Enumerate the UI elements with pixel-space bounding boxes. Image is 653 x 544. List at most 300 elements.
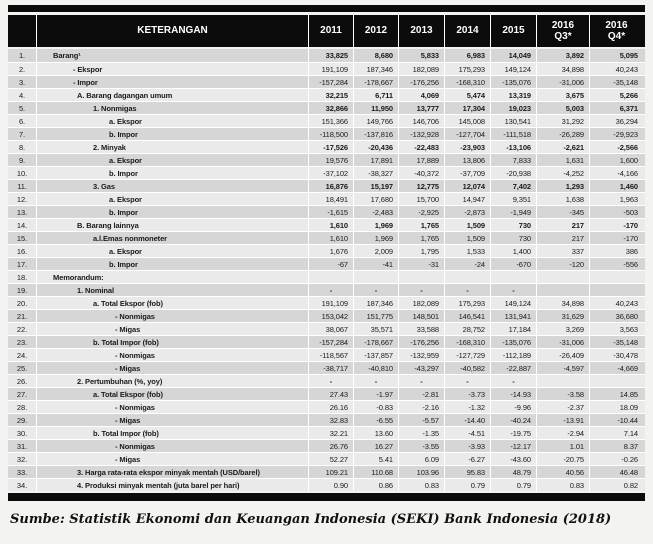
cell-value: -120 <box>536 258 589 270</box>
table-row <box>8 231 645 244</box>
cell-value: 26.16 <box>308 401 353 413</box>
cell-value: -556 <box>589 258 643 270</box>
cell-value: 3,563 <box>589 323 643 335</box>
cell-value: 146,706 <box>398 115 444 127</box>
cell-value: 1,631 <box>536 154 589 166</box>
cell-value: 1,969 <box>353 219 398 231</box>
table-row <box>8 192 645 205</box>
cell-value: -29,923 <box>589 128 643 140</box>
cell-value: 182,089 <box>398 297 444 309</box>
table-row <box>8 205 645 218</box>
cell-value: -157,284 <box>308 76 353 88</box>
cell-value: 33,825 <box>308 49 353 62</box>
cell-value: -12.17 <box>490 440 536 452</box>
cell-value: 32.21 <box>308 427 353 439</box>
cell-value: 40,243 <box>589 63 643 75</box>
cell-value: -4,597 <box>536 362 589 374</box>
cell-value: -170 <box>589 232 643 244</box>
row-number: 7. <box>18 129 26 139</box>
cell-value: - <box>308 284 353 296</box>
row-label: Barang¹ <box>36 49 308 62</box>
cell-value: -176,256 <box>398 76 444 88</box>
cell-value: -2.94 <box>536 427 589 439</box>
row-number: 6. <box>18 116 26 126</box>
cell-value: 187,346 <box>353 63 398 75</box>
table-row <box>8 361 645 374</box>
cell-value: -26,289 <box>536 128 589 140</box>
cell-value: 17,680 <box>353 193 398 205</box>
cell-value: 38,067 <box>308 323 353 335</box>
row-number: 13. <box>16 207 28 217</box>
cell-value: -31 <box>398 258 444 270</box>
row-number: 34. <box>16 480 28 490</box>
table-top-border <box>8 5 645 12</box>
cell-value: -3.55 <box>398 440 444 452</box>
cell-value: -3.58 <box>536 388 589 400</box>
row-label: a. Ekspor <box>36 245 308 257</box>
row-label: b. Impor <box>36 206 308 218</box>
cell-value: -22,887 <box>490 362 536 374</box>
cell-value: -37,709 <box>444 167 490 179</box>
cell-value: 153,042 <box>308 310 353 322</box>
table-row <box>8 283 645 296</box>
row-number: 27. <box>16 389 28 399</box>
row-label: 1. Nominal <box>36 284 308 296</box>
column-header-number <box>8 15 36 47</box>
row-number: 24. <box>16 350 28 360</box>
cell-value: 0.86 <box>353 479 398 491</box>
cell-value: -14.93 <box>490 388 536 400</box>
cell-value: 0.83 <box>536 479 589 491</box>
cell-value: 8.37 <box>589 440 643 452</box>
cell-value: 217 <box>536 219 589 231</box>
cell-value: 95.83 <box>444 466 490 478</box>
cell-value: -1,949 <box>490 206 536 218</box>
cell-value: 130,541 <box>490 115 536 127</box>
table-row <box>8 400 645 413</box>
cell-value: 7.14 <box>589 427 643 439</box>
cell-value: -670 <box>490 258 536 270</box>
row-number: 19. <box>16 285 28 295</box>
cell-value: 0.82 <box>589 479 643 491</box>
cell-value: -112,189 <box>490 349 536 361</box>
cell-value <box>353 271 398 283</box>
cell-value: -20,938 <box>490 167 536 179</box>
cell-value: -41 <box>353 258 398 270</box>
table-row <box>8 322 645 335</box>
cell-value: 1,400 <box>490 245 536 257</box>
cell-value: - <box>490 284 536 296</box>
cell-value: 0.83 <box>398 479 444 491</box>
cell-value: 11,950 <box>353 102 398 114</box>
cell-value: -6.27 <box>444 453 490 465</box>
cell-value: 7,402 <box>490 180 536 192</box>
cell-value: - <box>444 375 490 387</box>
cell-value: 19,576 <box>308 154 353 166</box>
column-header-2016-q3 <box>536 15 589 47</box>
cell-value: 730 <box>490 219 536 231</box>
cell-value: -35,148 <box>589 336 643 348</box>
row-number: 9. <box>18 155 26 165</box>
row-number: 2. <box>18 64 26 74</box>
cell-value: 0.90 <box>308 479 353 491</box>
table-header-row <box>8 15 645 47</box>
row-number: 17. <box>16 259 28 269</box>
cell-value: -135,076 <box>490 76 536 88</box>
cell-value: 145,008 <box>444 115 490 127</box>
table-row <box>8 270 645 283</box>
cell-value: 217 <box>536 232 589 244</box>
cell-value: -13.91 <box>536 414 589 426</box>
cell-value: -127,704 <box>444 128 490 140</box>
cell-value: - <box>490 375 536 387</box>
cell-value: -22,483 <box>398 141 444 153</box>
cell-value: 1,610 <box>308 219 353 231</box>
row-label: - Migas <box>36 362 308 374</box>
cell-value: 14,947 <box>444 193 490 205</box>
cell-value: -118,500 <box>308 128 353 140</box>
row-label: B. Barang lainnya <box>36 219 308 231</box>
table-row <box>8 309 645 322</box>
cell-value: -26,409 <box>536 349 589 361</box>
cell-value <box>444 271 490 283</box>
cell-value: 0.79 <box>444 479 490 491</box>
row-number: 16. <box>16 246 28 256</box>
row-number: 31. <box>16 441 28 451</box>
cell-value: 27.43 <box>308 388 353 400</box>
row-label: a. Ekspor <box>36 154 308 166</box>
table-row <box>8 413 645 426</box>
cell-value: 182,089 <box>398 63 444 75</box>
row-label: - Migas <box>36 323 308 335</box>
cell-value: 15,700 <box>398 193 444 205</box>
table-row <box>8 218 645 231</box>
cell-value: -20,436 <box>353 141 398 153</box>
cell-value: 5,474 <box>444 89 490 101</box>
cell-value: 7,833 <box>490 154 536 166</box>
row-number: 26. <box>16 376 28 386</box>
cell-value: 5,003 <box>536 102 589 114</box>
row-label: b. Impor <box>36 258 308 270</box>
cell-value: 187,346 <box>353 297 398 309</box>
row-number: 1. <box>18 51 26 60</box>
cell-value: -10.44 <box>589 414 643 426</box>
cell-value: 1.01 <box>536 440 589 452</box>
row-number: 32. <box>16 454 28 464</box>
cell-value: 5.41 <box>353 453 398 465</box>
cell-value: 1,795 <box>398 245 444 257</box>
cell-value: 34,898 <box>536 63 589 75</box>
cell-value: -170 <box>589 219 643 231</box>
cell-value <box>536 284 589 296</box>
row-label: a. Ekspor <box>36 115 308 127</box>
row-number: 14. <box>16 220 28 230</box>
cell-value: 1,765 <box>398 219 444 231</box>
cell-value: 13,319 <box>490 89 536 101</box>
cell-value: 1,509 <box>444 219 490 231</box>
cell-value: -178,667 <box>353 336 398 348</box>
cell-value: 36,680 <box>589 310 643 322</box>
row-label: a. Ekspor <box>36 193 308 205</box>
cell-value: 730 <box>490 232 536 244</box>
cell-value: 1,610 <box>308 232 353 244</box>
cell-value: - <box>353 284 398 296</box>
cell-value: -3.93 <box>444 440 490 452</box>
cell-value: 2,009 <box>353 245 398 257</box>
column-header-2014: 2014 <box>444 15 490 47</box>
cell-value: 1,765 <box>398 232 444 244</box>
cell-value: -2.81 <box>398 388 444 400</box>
cell-value: 28,752 <box>444 323 490 335</box>
cell-value: 6,371 <box>589 102 643 114</box>
row-number: 4. <box>18 90 26 100</box>
cell-value: 109.21 <box>308 466 353 478</box>
row-label: b. Total Impor (fob) <box>36 427 308 439</box>
table-row <box>8 348 645 361</box>
table-row <box>8 465 645 478</box>
table-row <box>8 140 645 153</box>
cell-value: 8,680 <box>353 49 398 62</box>
row-label: 2. Pertumbuhan (%, yoy) <box>36 375 308 387</box>
row-label: Memorandum: <box>36 271 308 283</box>
cell-value: 18.09 <box>589 401 643 413</box>
cell-value: -137,857 <box>353 349 398 361</box>
cell-value <box>589 271 643 283</box>
cell-value: 4,069 <box>398 89 444 101</box>
table-bottom-border <box>8 493 645 501</box>
row-label: - Nonmigas <box>36 401 308 413</box>
cell-value: 6,711 <box>353 89 398 101</box>
row-number: 20. <box>16 298 28 308</box>
row-number: 11. <box>17 181 27 191</box>
column-header-year: 2016 <box>605 19 628 31</box>
cell-value: 5,833 <box>398 49 444 62</box>
cell-value: -37,102 <box>308 167 353 179</box>
table-row <box>8 49 645 62</box>
row-label: a. Total Ekspor (fob) <box>36 388 308 400</box>
cell-value: 9,351 <box>490 193 536 205</box>
table-row <box>8 166 645 179</box>
cell-value: -6.55 <box>353 414 398 426</box>
row-label: b. Impor <box>36 167 308 179</box>
row-label: 4. Produksi minyak mentah (juta barel per hari) <box>36 479 308 491</box>
cell-value: -2,925 <box>398 206 444 218</box>
cell-value: 35,571 <box>353 323 398 335</box>
cell-value: -2.37 <box>536 401 589 413</box>
cell-value: -127,729 <box>444 349 490 361</box>
cell-value: 6.09 <box>398 453 444 465</box>
column-header-keterangan: KETERANGAN <box>36 15 308 47</box>
cell-value: - <box>308 375 353 387</box>
cell-value: 17,304 <box>444 102 490 114</box>
cell-value <box>536 271 589 283</box>
cell-value: - <box>398 284 444 296</box>
cell-value: -24 <box>444 258 490 270</box>
row-number: 30. <box>16 428 28 438</box>
cell-value: 17,889 <box>398 154 444 166</box>
cell-value: -1,615 <box>308 206 353 218</box>
table-row <box>8 153 645 166</box>
cell-value: 1,509 <box>444 232 490 244</box>
cell-value: -4.51 <box>444 427 490 439</box>
cell-value: 3,892 <box>536 49 589 62</box>
cell-value: 18,491 <box>308 193 353 205</box>
cell-value: 5,095 <box>589 49 643 62</box>
cell-value: -40,582 <box>444 362 490 374</box>
cell-value: 46.48 <box>589 466 643 478</box>
cell-value: -67 <box>308 258 353 270</box>
cell-value: 1,676 <box>308 245 353 257</box>
row-label: 3. Gas <box>36 180 308 192</box>
cell-value: 32.83 <box>308 414 353 426</box>
cell-value: 151,366 <box>308 115 353 127</box>
cell-value: 6,983 <box>444 49 490 62</box>
cell-value: 16.27 <box>353 440 398 452</box>
cell-value: 151,775 <box>353 310 398 322</box>
row-number: 10. <box>16 168 28 178</box>
cell-value: 19,023 <box>490 102 536 114</box>
table-row <box>8 244 645 257</box>
column-header-year: 2016 <box>551 19 575 31</box>
cell-value: -38,327 <box>353 167 398 179</box>
cell-value: 31,629 <box>536 310 589 322</box>
cell-value: -5.57 <box>398 414 444 426</box>
table-row <box>8 75 645 88</box>
cell-value: 12,074 <box>444 180 490 192</box>
row-label: - Migas <box>36 414 308 426</box>
row-label: 1. Nonmigas <box>36 102 308 114</box>
row-number: 3. <box>18 77 26 87</box>
cell-value: 149,124 <box>490 63 536 75</box>
cell-value <box>589 375 643 387</box>
cell-value <box>490 271 536 283</box>
table-row <box>8 478 645 491</box>
cell-value: 1,533 <box>444 245 490 257</box>
source-citation: Sumbe: Statistik Ekonomi dan Keuangan Indonesia (SEKI) Bank Indonesia (2018) <box>10 512 612 527</box>
column-header-2013: 2013 <box>398 15 444 47</box>
cell-value: -345 <box>536 206 589 218</box>
table-row <box>8 296 645 309</box>
table-row <box>8 452 645 465</box>
cell-value: -1.32 <box>444 401 490 413</box>
cell-value: 1,969 <box>353 232 398 244</box>
cell-value: 16,876 <box>308 180 353 192</box>
row-label: - Nonmigas <box>36 310 308 322</box>
row-number: 25. <box>16 363 28 373</box>
table-row <box>8 127 645 140</box>
cell-value <box>536 375 589 387</box>
row-number: 28. <box>16 402 28 412</box>
cell-value: -40.24 <box>490 414 536 426</box>
cell-value: - <box>398 375 444 387</box>
cell-value: 14.85 <box>589 388 643 400</box>
table-row <box>8 114 645 127</box>
cell-value: 33,588 <box>398 323 444 335</box>
column-header-quarter: Q4* <box>607 31 626 42</box>
table-row <box>8 374 645 387</box>
cell-value: 32,866 <box>308 102 353 114</box>
table-row <box>8 257 645 270</box>
table-row <box>8 88 645 101</box>
cell-value: -43,297 <box>398 362 444 374</box>
table-row <box>8 101 645 114</box>
cell-value: 5,266 <box>589 89 643 101</box>
row-label: 2. Minyak <box>36 141 308 153</box>
cell-value: 103.96 <box>398 466 444 478</box>
cell-value <box>589 284 643 296</box>
cell-value: -1.97 <box>353 388 398 400</box>
cell-value: 26.76 <box>308 440 353 452</box>
table-row <box>8 179 645 192</box>
cell-value <box>398 271 444 283</box>
cell-value: -4,669 <box>589 362 643 374</box>
row-label: b. Total Impor (fob) <box>36 336 308 348</box>
cell-value: -157,284 <box>308 336 353 348</box>
cell-value: -3.73 <box>444 388 490 400</box>
cell-value: 1,600 <box>589 154 643 166</box>
cell-value: -2,483 <box>353 206 398 218</box>
cell-value: -4,166 <box>589 167 643 179</box>
cell-value: 1,638 <box>536 193 589 205</box>
cell-value: 14,049 <box>490 49 536 62</box>
row-number: 21. <box>16 311 28 321</box>
row-label: a. Total Ekspor (fob) <box>36 297 308 309</box>
row-label: b. Impor <box>36 128 308 140</box>
cell-value: -23,903 <box>444 141 490 153</box>
cell-value: - <box>444 284 490 296</box>
row-number: 33. <box>16 467 28 477</box>
cell-value: 0.79 <box>490 479 536 491</box>
cell-value: -137,816 <box>353 128 398 140</box>
cell-value: -9.96 <box>490 401 536 413</box>
column-header-2015: 2015 <box>490 15 536 47</box>
cell-value: 36,294 <box>589 115 643 127</box>
cell-value: -31,006 <box>536 336 589 348</box>
cell-value <box>308 271 353 283</box>
cell-value: -135,076 <box>490 336 536 348</box>
cell-value: 148,501 <box>398 310 444 322</box>
cell-value: -132,959 <box>398 349 444 361</box>
table-row <box>8 439 645 452</box>
row-number: 8. <box>18 142 26 152</box>
row-label: - Impor <box>36 76 308 88</box>
row-number: 29. <box>16 415 28 425</box>
cell-value: 175,293 <box>444 297 490 309</box>
cell-value: 15,197 <box>353 180 398 192</box>
cell-value: 31,292 <box>536 115 589 127</box>
row-number: 15. <box>16 233 28 243</box>
row-label: - Ekspor <box>36 63 308 75</box>
cell-value: -4,252 <box>536 167 589 179</box>
cell-value: 12,775 <box>398 180 444 192</box>
cell-value: -503 <box>589 206 643 218</box>
cell-value: 131,941 <box>490 310 536 322</box>
cell-value: 17,184 <box>490 323 536 335</box>
cell-value: 3,675 <box>536 89 589 101</box>
row-label: - Nonmigas <box>36 440 308 452</box>
row-number: 12. <box>16 194 28 204</box>
cell-value: 13.60 <box>353 427 398 439</box>
cell-value: -30,478 <box>589 349 643 361</box>
cell-value: 110.68 <box>353 466 398 478</box>
row-label: a.l.Emas nonmoneter <box>36 232 308 244</box>
row-label: - Migas <box>36 453 308 465</box>
cell-value: -38,717 <box>308 362 353 374</box>
row-label: - Nonmigas <box>36 349 308 361</box>
column-header-2012: 2012 <box>353 15 398 47</box>
cell-value: 3,269 <box>536 323 589 335</box>
cell-value: 32,215 <box>308 89 353 101</box>
